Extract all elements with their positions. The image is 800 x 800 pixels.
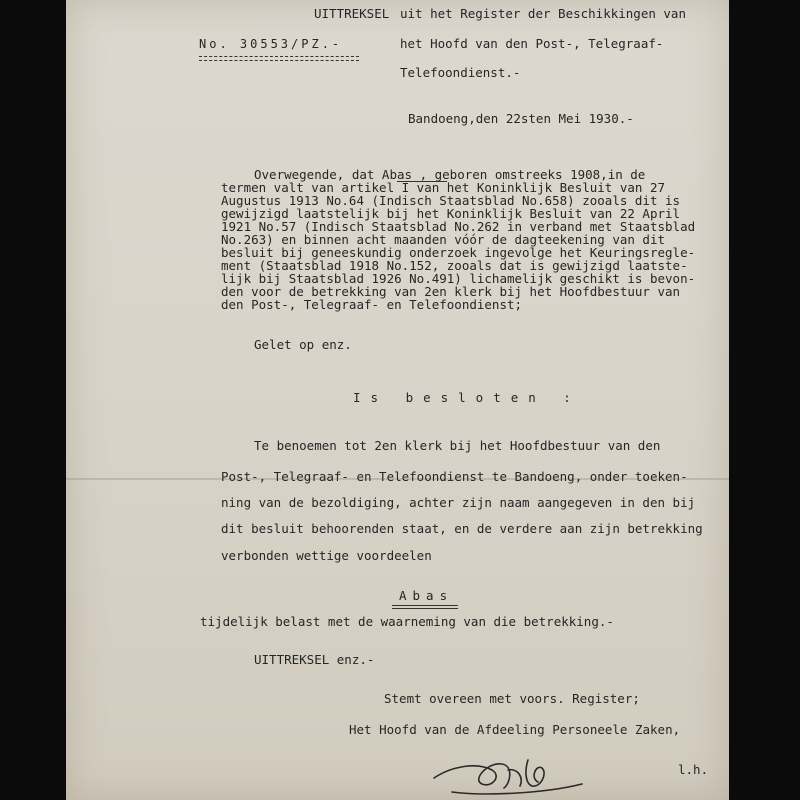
text-line: verbonden wettige voordeelen [221,548,432,563]
text-line: dit besluit behoorenden staat, en de verdere aan zijn betrekking [221,521,703,536]
closing-line-1: Stemt overeen met voors. Register; [384,691,640,706]
place-and-date: Bandoeng,den 22sten Mei 1930.- [408,111,634,126]
text-line: 1921 No.57 (Indisch Staatsblad No.262 in verband met Staatsblad [221,219,696,234]
handwritten-signature [432,748,592,798]
text-line: Augustus 1913 No.64 (Indisch Staatsblad No.658) zooals dit is [221,193,681,208]
number-underline-2 [199,60,359,61]
appointee-name: Abas [399,588,454,603]
text-line: Overwegende, dat Abas , geboren omstreeks 1908,in de [254,167,646,182]
appointee-name-underline-2 [392,608,458,609]
besloten-heading: Is besloten : [353,390,581,405]
text-line: gewijzigd laatstelijk bij het Koninklijk Besluit van 22 April [221,206,681,221]
tijdelijk-line: tijdelijk belast met de waarneming van die betrekking.- [200,614,614,629]
text-line: lijk bij Staatsblad 1926 No.491) lichamelijk geschikt is bevon- [221,271,696,286]
register-line-1: uit het Register der Beschikkingen van [400,6,686,21]
text-line: besluit bij geneeskundig onderzoek ingevolge het Keuringsregle- [221,245,696,260]
text-line: No.263) en binnen acht maanden vóór de dagteekening van dit [221,232,666,247]
uittreksel-enz: UITTREKSEL enz.- [254,652,375,667]
text-line: den voor de betrekking van 2en klerk bij het Hoofdbestuur van [221,284,681,299]
register-line-2: het Hoofd van den Post-, Telegraaf- [400,36,664,51]
closing-line-2: Het Hoofd van de Afdeeling Personeele Zaken, [349,722,681,737]
uittreksel-heading: UITTREKSEL [314,6,390,21]
register-line-3: Telefoondienst.- [400,65,521,80]
text-line: Post-, Telegraaf- en Telefoondienst te Bandoeng, onder toeken- [221,469,688,484]
text-line: den Post-, Telegraaf- en Telefoondienst; [221,297,523,312]
document-number: No. 30553/PZ.- [199,37,343,51]
gelet-op: Gelet op enz. [254,337,352,352]
text-line: Te benoemen tot 2en klerk bij het Hoofdbestuur van den [254,438,661,453]
lh-mark: l.h. [678,762,709,777]
text-line: ning van de bezoldiging, achter zijn naam aangegeven in den bij [221,495,696,510]
text-line: ment (Staatsblad 1918 No.152, zooals dat is gewijzigd laatste- [221,258,688,273]
document-page [66,0,729,800]
appointee-name-underline-1 [392,605,458,606]
text-line: termen valt van artikel I van het Koninklijk Besluit van 27 [221,180,666,195]
number-underline-1 [199,56,359,57]
